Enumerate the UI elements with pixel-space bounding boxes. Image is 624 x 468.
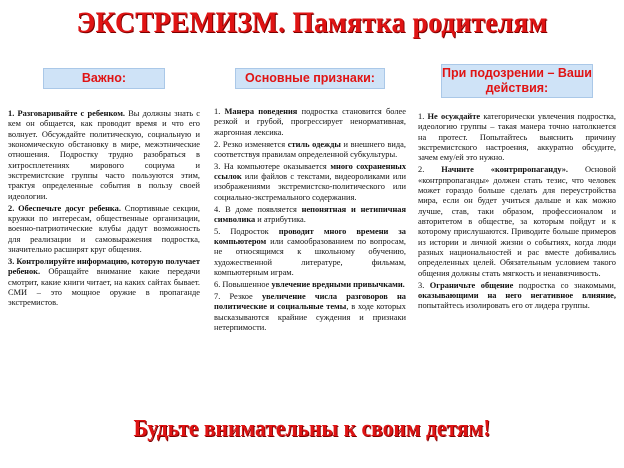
column-important [8,64,200,310]
list-item [214,107,406,138]
item-prefix: 1. [214,107,225,116]
item-lead: стиль одежды [287,139,341,149]
list-item [214,205,406,226]
page-title: ЭКСТРЕМИЗМ. Памятка родителям [76,6,548,39]
list-item [214,292,406,333]
list-item [214,280,406,290]
item-prefix: 2. [418,165,442,175]
item-text: или файлов с текстами, видеороликами или изображениями экстремистско-политического или социально-экстремального содержания. [214,172,406,202]
item-lead: 1. Разговаривайте с ребенком. [8,109,125,118]
list-item [8,257,200,309]
column-body [8,109,200,309]
item-prefix: 6. Повышенное [214,280,272,289]
item-prefix: 5. Подросток [214,226,279,236]
list-item [8,109,200,202]
list-item [214,140,406,161]
column-actions [418,64,616,313]
item-text: и атрибутика. [255,214,306,224]
item-lead: 3. Контролируйте информацию, которую получает ребенок. [8,256,200,277]
list-item [214,162,406,203]
item-lead: Ограничьте общение [429,280,514,290]
list-item [418,112,616,164]
item-lead: увлечение вредными привычками. [271,280,405,289]
item-text: Спортивные секции, кружки по интересам, общественные организации, военно-патриотические клубы дадут возможность для реализации и самовыражения подростка, значительно расширят круг общения. [8,203,200,254]
column-heading: При подозрении – Ваши действия: [441,64,593,98]
item-text: или самообразованием по вопросам, не относящимся к школьному обучению, художественной литературе, фильмам, компьютерным играм. [214,237,406,278]
item-lead: увеличение числа разговоров на политические и социальные темы [214,291,406,312]
list-item [214,227,406,279]
item-text: и внешнего вида, соответствуя правилам определенной субкультуры. [214,139,406,159]
item-text: подростка становится более резкой и грубой, прогрессирует ненормативная, жаргонная лексика. [214,107,406,137]
column-heading: Важно: [43,68,165,89]
item-text: Вы должны знать с кем он общается, как проводит время и что его волнует. Обсуждайте политическую, социальную и экономическую обстановку в мире, межэтнические отношения. Подростку трудно разобраться в хитросплетениях мирового социума и экстремистские группы часто пользуются этим, трактуя определенные события в пользу своей идеологии. [8,109,200,201]
item-lead: Манера поведения [224,107,298,116]
item-lead-secondary: оказывающими на него негативное влияние, [418,290,616,300]
item-lead: 2. Обеспечьте досуг ребенка. [8,203,121,213]
footer-slogan: Будьте внимательны к своим детям! [133,416,491,442]
item-text: категорически увлечения подростка, идеологию группы – такая манера точно натолкнется на протест. Попытайтесь выяснить причину экстремистского настроения, аккуратно обсудите, зачем ему/ей это нужно. [418,112,616,163]
item-text: подростка со знакомыми, [513,280,616,290]
list-item [8,204,200,256]
item-lead: много сохраненных ссылок [214,161,407,182]
item-prefix: 2. Резко изменяется [214,139,288,149]
item-prefix: 4. В доме появляется [214,204,302,214]
item-prefix: 1. [418,112,428,121]
item-text-secondary: попытайтесь изолировать его от лидера группы. [418,301,590,311]
item-lead: Не осуждайте [427,112,481,121]
item-prefix: 3. На компьютере оказывается [214,161,331,171]
item-text: Основой «контрпропаганды» должен стать тезис, что человек может гораздо больше сделать для переустройства мира, если он будет учиться дальше и как можно лучше, став, таки образом, профессионалом и авторитетом в обществе, за которым пойдут и к которому прислушаются. Приводите больше примеров из истории и личной жизни о событиях, когда люди разных национальностей и рас вместе добивались определенных целей. Обязательным условием такого общения должны стать мягкость и ненавязчивость. [418,165,616,278]
column-heading: Основные признаки: [235,68,385,89]
item-prefix: 3. [418,280,430,290]
column-body [418,112,616,312]
item-text: Обращайте внимание какие передачи смотрит, какие книги читает, на каких сайтах бывает. СМИ – это мощное оружие в пропаганде экстремистов. [8,267,200,308]
item-prefix: 7. Резкое [214,291,262,301]
item-lead: непонятная и нетипичная символика [214,204,406,224]
column-body [214,107,406,333]
item-lead: Начните «контрпропаганду». [441,165,569,175]
item-text: , в ходе которых высказываются крайние суждения и признаки нетерпимости. [214,302,406,332]
list-item [418,281,616,312]
list-item [418,165,616,279]
column-signs [214,64,406,335]
item-lead: проводит много времени за компьютером [214,226,406,247]
